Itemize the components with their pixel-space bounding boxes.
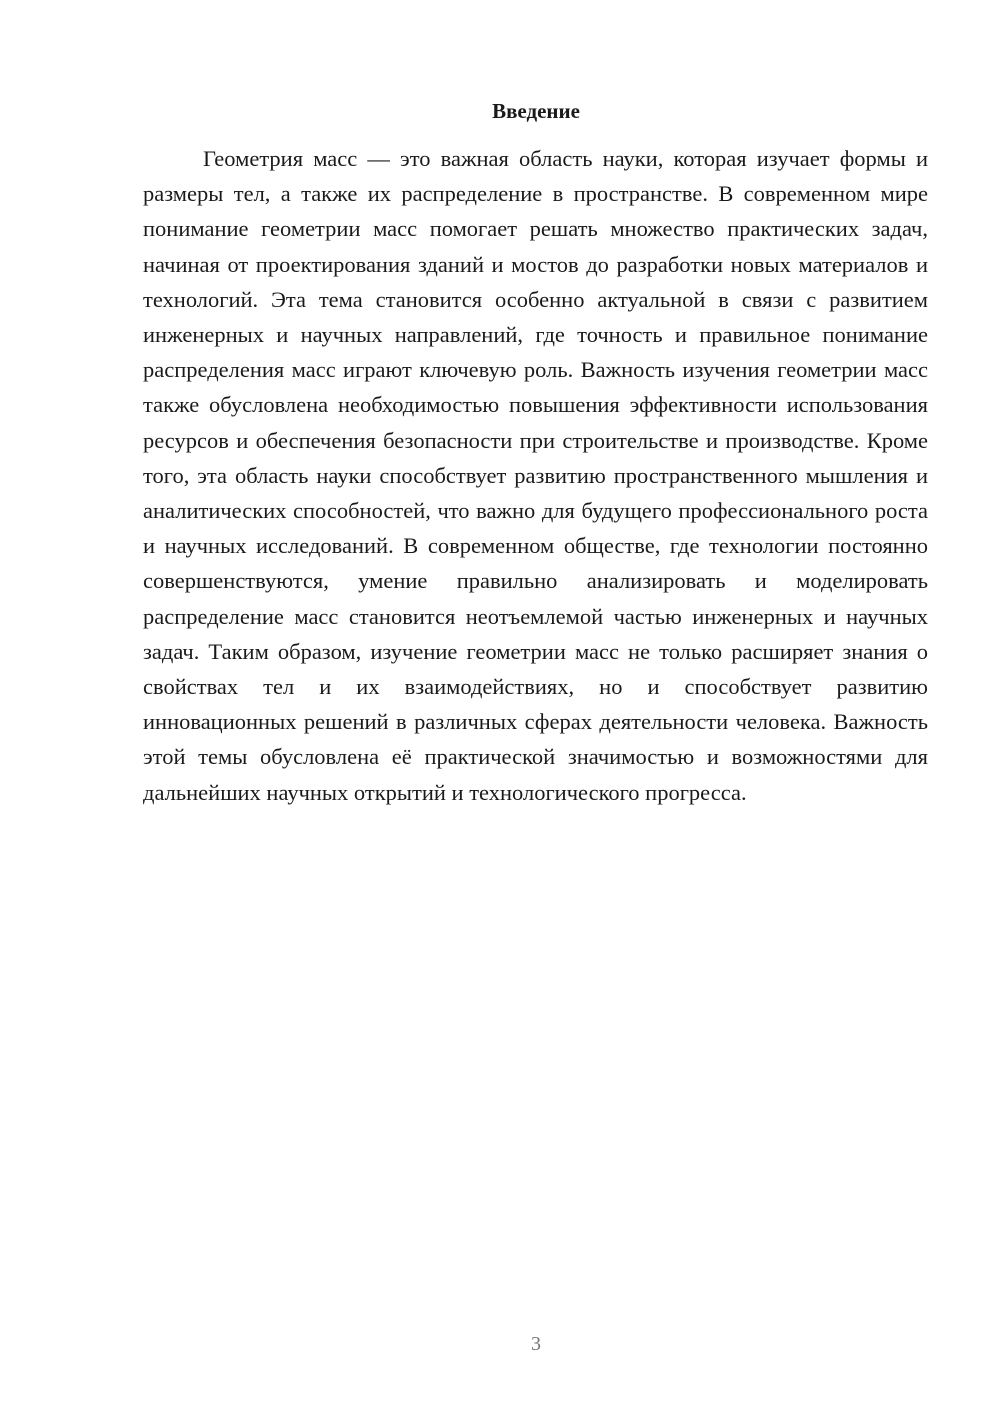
section-title: Введение <box>492 99 580 123</box>
body-paragraph: Геометрия масс — это важная область науки, которая изучает формы и размеры тел, а также их распределение в пространстве. В современном мире понимание геометрии масс помогает решать множество практических задач, начиная от проектирования зданий и мостов до разработки новых материалов и технологий. Эта тема становится особенно актуальной в связи с развитием инженерных и научных направлений, где точность и правильное понимание распределения масс играют ключевую роль. Важность изучения геометрии масс также обусловлена необходимостью повышения эффективности использования ресурсов и обеспечения безопасности при строительстве и производстве. Кроме того, эта область науки способствует развитию пространственного мышления и аналитических способностей, что важно для будущего профессионального роста и научных исследований. В современном обществе, где технологии постоянно совершенствуются, умение правильно анализировать и моделировать распределение масс становится неотъемлемой частью инженерных и научных задач. Таким образом, изучение геометрии масс не только расширяет знания о свойствах тел и их взаимодействиях, но и способствует развитию инновационных решений в различных сферах деятельности человека. Важность этой темы обусловлена её практической значимостью и возможностями для дальнейших научных открытий и технологического прогресса. <box>143 146 928 805</box>
page-number: 3 <box>531 1333 541 1355</box>
